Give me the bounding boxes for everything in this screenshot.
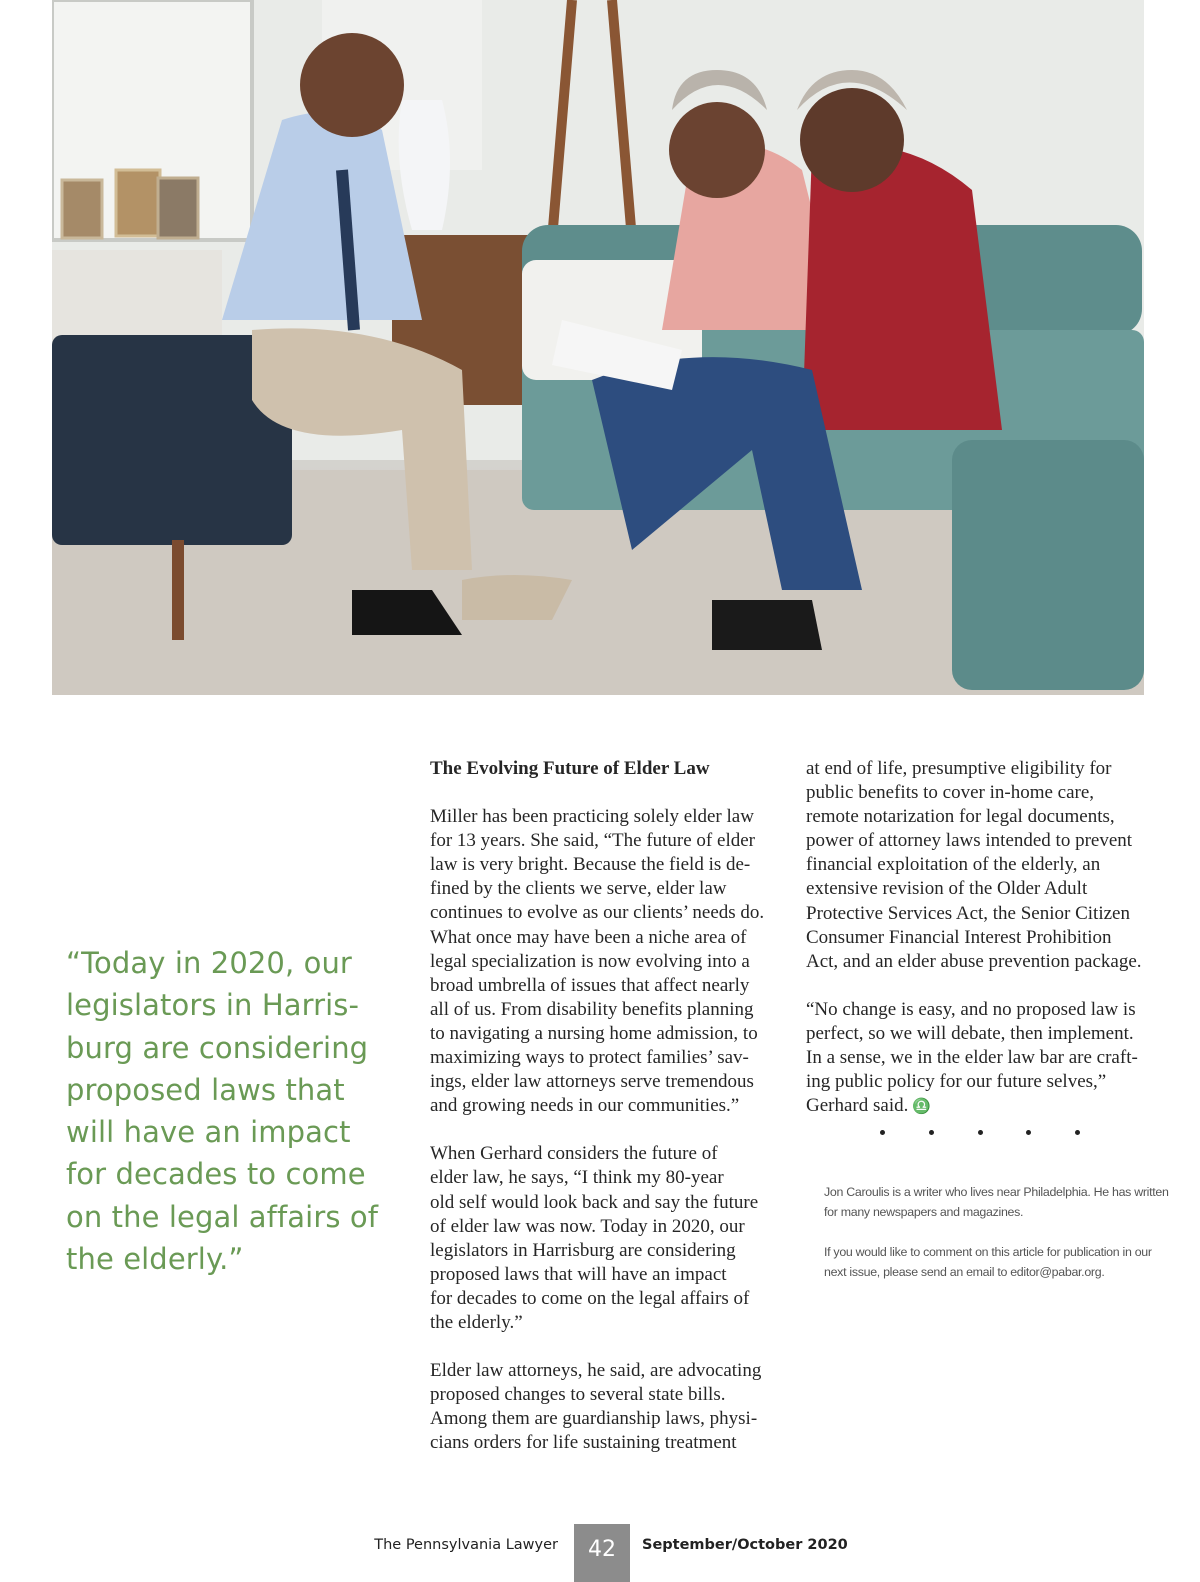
author-bio [824,1182,1169,1282]
text-line: Act, and an elder abuse prevention package. [806,950,1142,972]
text-line: legislators in Harrisburg are considering [430,1239,736,1261]
pull-quote-line: for decades to come [66,1157,366,1192]
text-line: continues to evolve as our clients’ needs do. [430,902,765,924]
text-line: for decades to come on the legal affairs of [430,1287,750,1309]
text-line: maximizing ways to protect families’ sav- [430,1047,749,1069]
pull-quote-line: will have an impact [66,1115,351,1150]
text-line: What once may have been a niche area of [430,926,747,948]
text-line: fined by the clients we serve, elder law [430,878,727,900]
text-line: power of attorney laws intended to prevent [806,830,1133,852]
pull-quote-line: proposed laws that [66,1072,345,1107]
divider-dot [978,1130,983,1135]
bio-line: Jon Caroulis is a writer who lives near Philadelphia. He has written [824,1185,1169,1199]
article-paragraph [806,998,1156,1119]
text-line: and growing needs in our communities.” [430,1095,740,1117]
hero-photo [52,0,1144,695]
divider-dot [929,1130,934,1135]
pull-quote-line: on the legal affairs of [66,1199,379,1234]
text-line: at end of life, presumptive eligibility for [806,758,1112,779]
article-paragraph [430,1142,780,1335]
text-line: old self would look back and say the future [430,1191,759,1213]
text-line: broad umbrella of issues that affect nearly [430,974,750,996]
text-line: Miller has been practicing solely elder law [430,806,754,828]
pull-quote [66,942,379,1280]
text-line: all of us. From disability benefits planning [430,998,754,1020]
article-column-right [806,757,1156,1143]
text-line: to navigating a nursing home admission, to [430,1022,758,1044]
pull-quote-line: legislators in Harris- [66,988,360,1023]
text-line: Gerhard said. [806,1095,909,1117]
text-line: remote notarization for legal documents, [806,806,1115,828]
scales-end-mark-icon: ♎ [912,1099,932,1116]
text-line: proposed changes to several state bills. [430,1384,726,1406]
text-line: proposed laws that will have an impact [430,1263,727,1285]
text-line: Elder law attorneys, he said, are advocating [430,1360,762,1382]
text-line: When Gerhard considers the future of [430,1143,718,1165]
section-heading: The Evolving Future of Elder Law [430,758,710,779]
hero-photo-illustration [52,0,1144,695]
text-line: law is very bright. Because the field is de- [430,854,751,876]
bio-line: If you would like to comment on this article for publication in our [824,1245,1152,1259]
article-paragraph [430,805,780,1118]
article-paragraph [430,1359,780,1455]
text-line: public benefits to cover in-home care, [806,782,1095,804]
article-column-left [430,757,780,1479]
text-line: Protective Services Act, the Senior Citizen [806,902,1130,924]
pull-quote-line: “Today in 2020, our [66,946,352,980]
text-line: Among them are guardianship laws, physi- [430,1408,758,1430]
text-line: ings, elder law attorneys serve tremendous [430,1071,754,1093]
pull-quote-line: burg are considering [66,1030,369,1065]
bio-line: for many newspapers and magazines. [824,1205,1024,1219]
text-line: financial exploitation of the elderly, an [806,854,1101,876]
text-line: legal specialization is now evolving into a [430,950,750,972]
text-line: the elderly.” [430,1311,523,1333]
text-line: “No change is easy, and no proposed law is [806,998,1136,1020]
page-footer [0,1524,1200,1582]
page-number: 42 [574,1524,630,1582]
section-divider-dots [880,1130,1080,1150]
bio-line: next issue, please send an email to editor@pabar.org. [824,1265,1105,1279]
text-line: of elder law was now. Today in 2020, our [430,1215,745,1237]
text-line: ing public policy for our future selves,” [806,1071,1107,1093]
divider-dot [1075,1130,1080,1135]
text-line: extensive revision of the Older Adult [806,878,1088,900]
text-line: for 13 years. She said, “The future of elder [430,830,755,852]
text-line: cians orders for life sustaining treatment [430,1432,737,1454]
text-line: elder law, he says, “I think my 80-year [430,1167,724,1189]
text-line: In a sense, we in the elder law bar are craft- [806,1047,1138,1069]
publication-name: The Pennsylvania Lawyer [374,1537,558,1553]
text-line: perfect, so we will debate, then implement. [806,1022,1134,1044]
text-line-last [806,1094,1156,1119]
pull-quote-line: the elderly.” [66,1242,244,1277]
text-line: Consumer Financial Interest Prohibition [806,926,1112,948]
divider-dot [1026,1130,1031,1135]
article-paragraph [806,757,1156,974]
issue-date: September/October 2020 [642,1537,848,1553]
divider-dot [880,1130,885,1135]
